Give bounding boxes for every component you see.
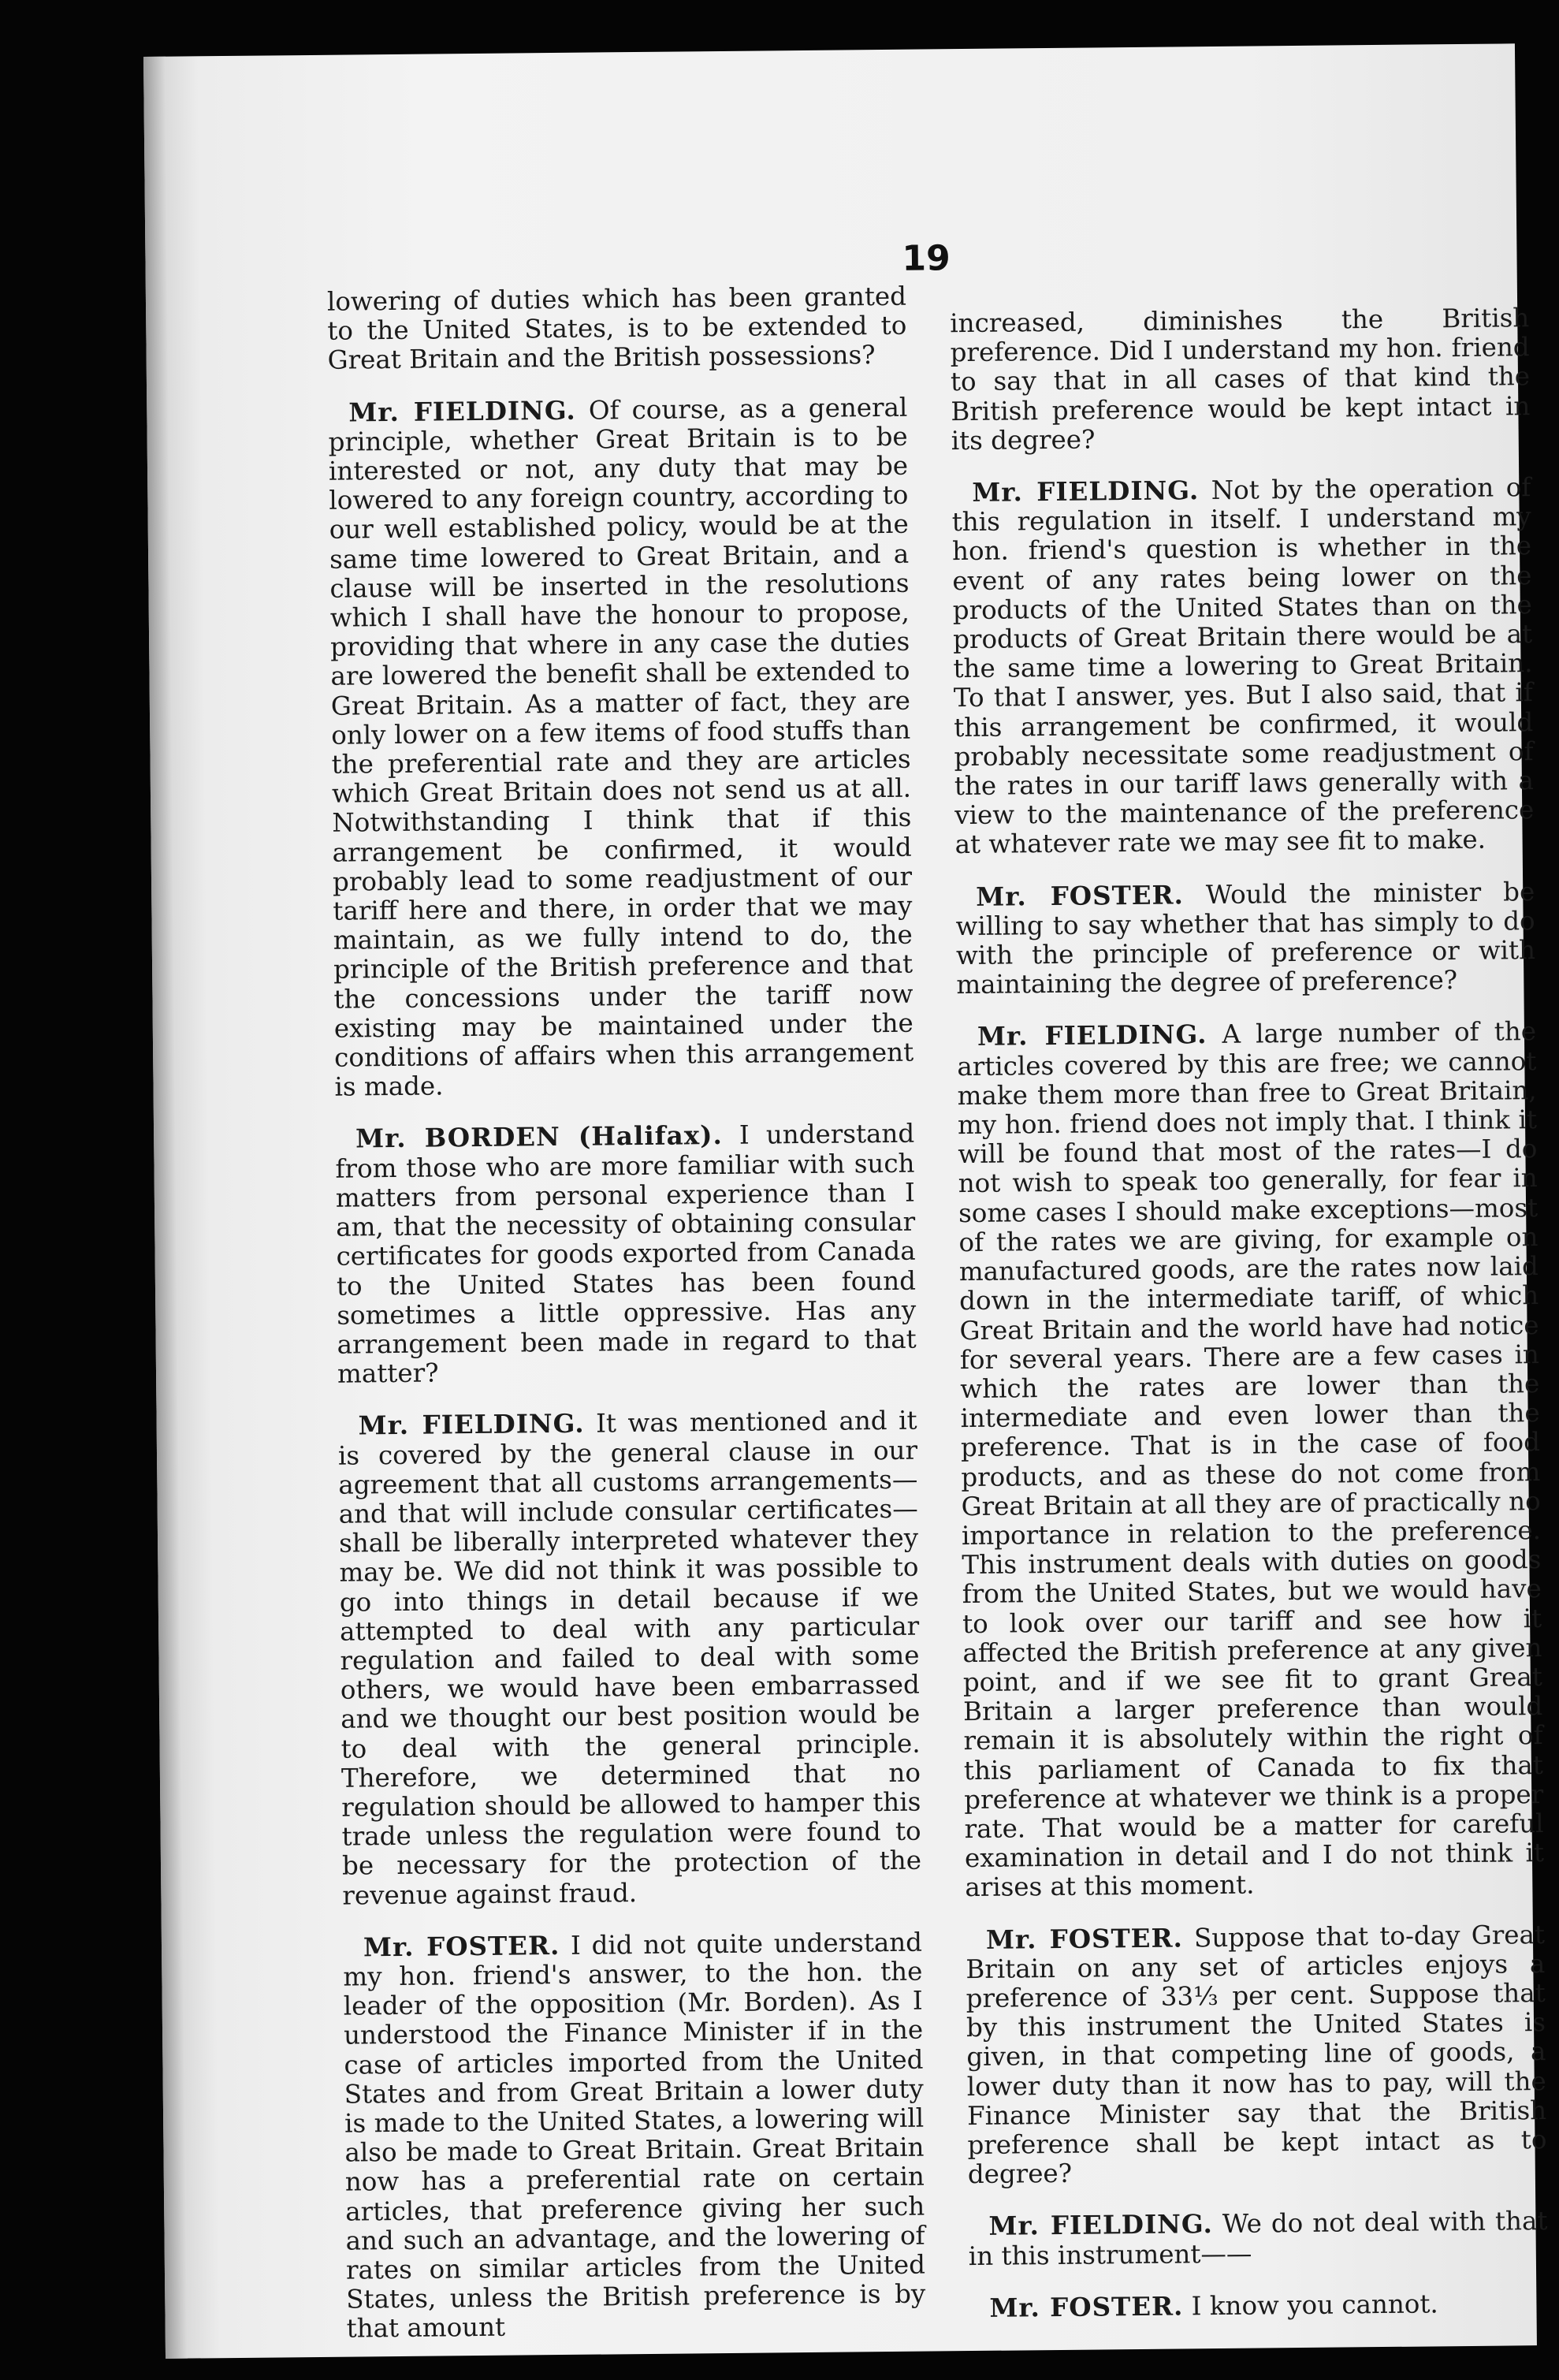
speaker-name: Mr. FOSTER. xyxy=(976,879,1185,912)
paragraph-text: I did not quite understand my hon. friend's answer, to the hon. the leader of the opposition (Mr. Borden). As I understood the Finance Minister if in the case of articles imported from the United States and from Great Britain a lower duty is made to the United States, a lowering will also be made to Great Britain. Great Britain now has a preferential rate on certain articles, that preference giving her such and such an advantage, and the lowering of rates on similar articles from the United States, unless the British preference is by that amount xyxy=(343,1927,926,2345)
speaker-name: Mr. FIELDING. xyxy=(358,1408,585,1441)
scanned-page xyxy=(143,43,1548,2359)
speaker-name: Mr. FIELDING. xyxy=(988,2208,1214,2242)
paragraph xyxy=(969,2288,1548,2323)
speaker-name: Mr. FOSTER. xyxy=(363,1929,560,1963)
paragraph xyxy=(327,282,907,376)
paragraph xyxy=(343,1927,926,2344)
page-number: 19 xyxy=(902,238,951,279)
speaker-name: Mr. BORDEN (Halifax). xyxy=(355,1119,723,1154)
paragraph-text: lowering of duties which has been granted to the United States, is to be extended to Great Britain and the British possessions? xyxy=(326,281,907,376)
paragraph xyxy=(955,877,1535,1000)
page-edge xyxy=(143,57,188,2359)
paragraph-text: A large number of the articles covered by this are free; we cannot make them more than free to Great Britain, my hon. friend does not imply that. I think it will be found that most of the rates—I do not wish to speak too generally, for fear in some cases I should make exceptions—most of the rates we are giving, for example on manufactured goods, are the rates now laid down in the intermediate tariff, of which Great Britain and the world have had notice for several years. There are a few cases in which the rates are lower than the intermediate and even lower than the preference. That is in the case of food products, and as these do not come from Great Britain at all they are of practically no importance in relation to the preference. This instrument deals with duties on goods from the United States, but we would have to look over our tariff and see how it affected the British preference at any given point, and if we see fit to grant Great Britain a larger preference than would remain it is absolutely within the right of this parliament of Canada to fix that preference at whatever we think is a proper rate. That would be a matter for careful examination in detail and I do not think it arises at this moment. xyxy=(957,1016,1545,1903)
paragraph-text: Not by the operation of this regulation in itself. I understand my hon. friend's question is whether in the event of any rates being lower on the products of the United States than on the products of Great Britain there would be at the same time a lowering to Great Britain. To that I answer, yes. But I also said, that if this arrangement be confirmed, it would probably necessitate some readjustment of the rates in our tariff laws generally with a view to the maintenance of the preference at whatever rate we may see fit to make. xyxy=(951,472,1535,860)
paragraph-text: It was mentioned and it is covered by the general clause in our agreement that all customs arrangements—and that will include consular certificates—shall be liberally interpreted whatever they may be. We did not think it was possible to go into things in detail because if we attempted to deal with any particular regulation and failed to deal with some others, we would have been embarrassed and we thought our best position would be to deal with the general principle. Therefore, we determined that no regulation should be allowed to hamper this trade unless the regulation were found to be necessary for the protection of the revenue against fraud. xyxy=(337,1405,922,1911)
paragraph xyxy=(968,2206,1548,2270)
speaker-name: Mr. FOSTER. xyxy=(989,2290,1184,2323)
paragraph xyxy=(335,1119,917,1389)
paragraph xyxy=(966,1920,1547,2190)
paragraph xyxy=(338,1406,922,1910)
paragraph-text: Suppose that to-day Great Britain on any set of articles enjoys a preference of 33⅓ per cent. Suppose that by this instrument the United States is given, in that competing line of goods, a lower duty than it now has to pay, will the Finance Minister say that the British preference shall be kept intact as to degree? xyxy=(966,1919,1547,2190)
speaker-name: Mr. FIELDING. xyxy=(972,475,1200,508)
paragraph-text: I know you cannot. xyxy=(1191,2289,1438,2322)
paragraph-text: We do not deal with that in this instrument—— xyxy=(968,2206,1548,2271)
paragraph xyxy=(951,472,1535,860)
paragraph-text: I understand from those who are more familiar with such matters from personal experience than I am, that the necessity of obtaining consular certificates for goods exported from Canada to the United States has been found sometimes a little oppressive. Has any arrangement been made in regard to that matter? xyxy=(335,1119,917,1389)
paragraph xyxy=(328,392,914,1102)
speaker-name: Mr. FIELDING. xyxy=(348,394,576,428)
right-column xyxy=(950,304,1549,2345)
paragraph-text: increased, diminishes the British preference. Did I understand my hon. friend to say that in all cases of that kind the British preference would be kept intact in its degree? xyxy=(950,303,1531,456)
paragraph-text: Would the minister be willing to say whether that has simply to do with the principle of preference or with maintaining the degree of preference? xyxy=(955,876,1536,1000)
speaker-name: Mr. FIELDING. xyxy=(977,1019,1207,1052)
paragraph xyxy=(950,304,1531,456)
left-column xyxy=(327,282,926,2367)
speaker-name: Mr. FOSTER. xyxy=(985,1922,1183,1955)
paragraph xyxy=(957,1017,1545,1903)
paragraph-text: Of course, as a general principle, whether Great Britain is to be interested or not, any duty that may be lowered to any foreign country, according to our well established policy, would be at the same time lowered to Great Britain, and a clause will be inserted in the resolutions which I shall have the honour to propose, providing that where in any case the duties are lowered the benefit shall be extended to Great Britain. As a matter of fact, they are only lower on a few items of food stuffs than the preferential rate and they are articles which Great Britain does not send us at all. Notwithstanding I think that if this arrangement be confirmed, it would probably lead to some readjustment of our tariff here and there, in order that we may maintain, as we fully intend to do, the principle of the British preference and that the concessions under the tariff now existing may be maintained under the conditions of affairs when this arrangement is made. xyxy=(328,392,914,1103)
